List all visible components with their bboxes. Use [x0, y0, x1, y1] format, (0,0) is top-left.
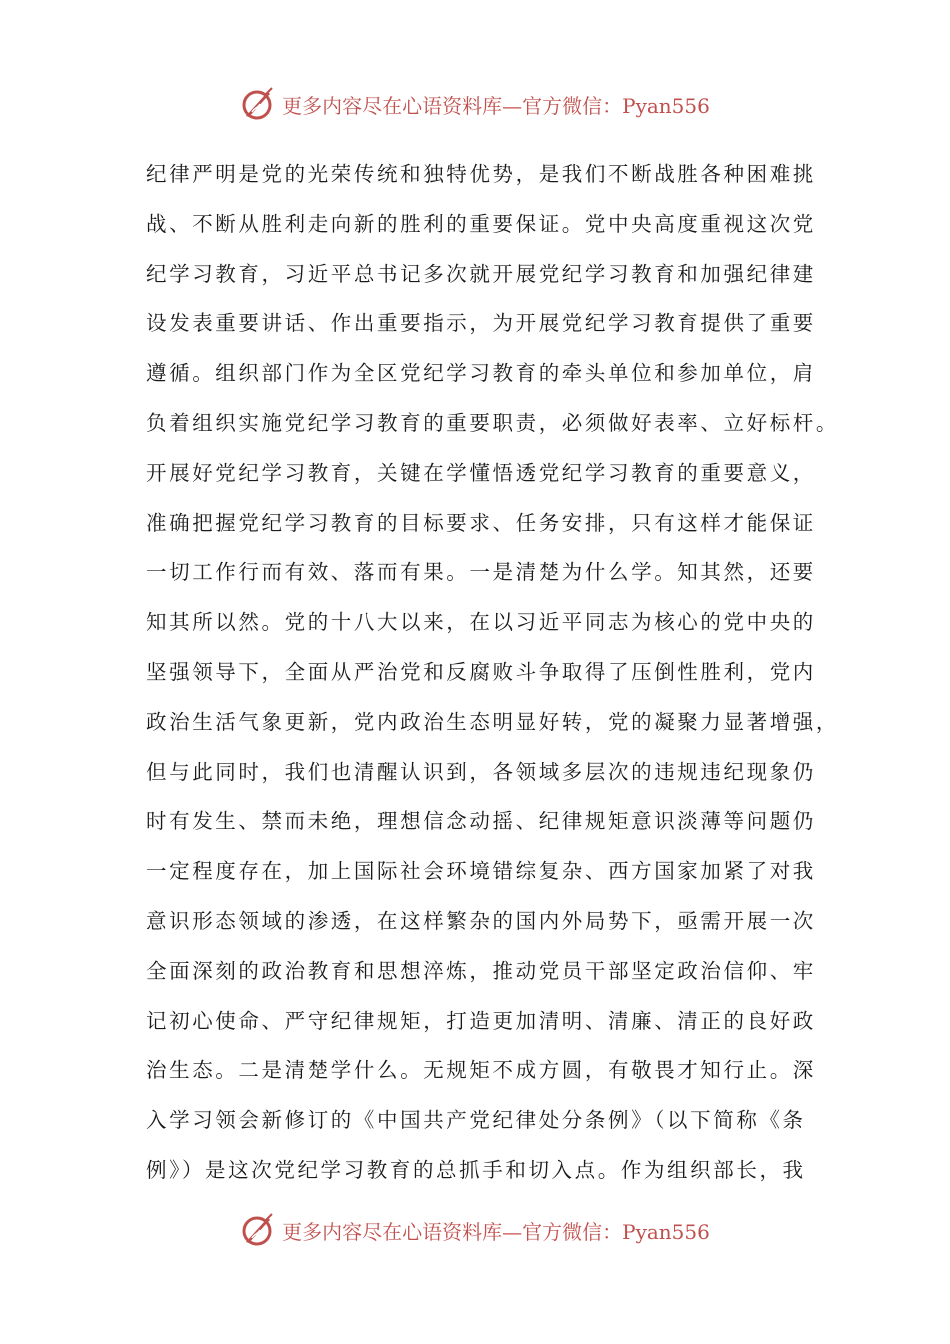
footer-banner [0, 1210, 950, 1250]
body-text-line: 时有发生、禁而未绝，理想信念动摇、纪律规矩意识淡薄等问题仍 [146, 809, 816, 834]
body-text-line: 政治生活气象更新，党内政治生态明显好转，党的凝聚力显著增强， [146, 709, 839, 734]
pen-logo-icon [240, 86, 276, 122]
body-text-line: 纪律严明是党的光荣传统和独特优势，是我们不断战胜各种困难挑 [146, 162, 816, 186]
body-text-line: 治生态。二是清楚学什么。无规矩不成方圆，有敬畏才知行止。深 [146, 1058, 816, 1083]
header-banner [0, 84, 950, 124]
body-text-line: 知其所以然。党的十八大以来，在以习近平同志为核心的党中央的 [146, 610, 816, 635]
body-text-line: 一定程度存在，加上国际社会环境错综复杂、西方国家加紧了对我 [146, 859, 816, 884]
body-text-line: 入学习领会新修订的《中国共产党纪律处分条例》（以下简称《条 [146, 1108, 806, 1133]
body-text-line: 全面深刻的政治教育和思想淬炼，推动党员干部坚定政治信仰、牢 [146, 958, 816, 983]
body-text-line: 记初心使命、严守纪律规矩，打造更加清明、清廉、清正的良好政 [146, 1008, 816, 1033]
body-text-line: 战、不断从胜利走向新的胜利的重要保证。党中央高度重视这次党 [146, 211, 816, 236]
body-text-line: 遵循。组织部门作为全区党纪学习教育的牵头单位和参加单位，肩 [146, 361, 816, 386]
footer-banner-inner [240, 1212, 710, 1248]
body-text-line: 例》）是这次党纪学习教育的总抓手和切入点。作为组织部长，我 [146, 1157, 806, 1182]
body-text-line: 纪学习教育，习近平总书记多次就开展党纪学习教育和加强纪律建 [146, 261, 816, 286]
document-body [146, 150, 839, 1196]
body-text-line: 设发表重要讲话、作出重要指示，为开展党纪学习教育提供了重要 [146, 311, 816, 336]
pen-logo-icon [240, 1212, 276, 1248]
body-text-line: 负着组织实施党纪学习教育的重要职责，必须做好表率、立好标杆。 [146, 410, 839, 435]
body-text-line: 准确把握党纪学习教育的目标要求、任务安排，只有这样才能保证 [146, 510, 816, 535]
header-banner-inner [240, 86, 710, 122]
body-text-line: 开展好党纪学习教育，关键在学懂悟透党纪学习教育的重要意义， [146, 460, 816, 485]
banner-text: 更多内容尽在心语资料库—官方微信：Pyan556 [282, 1219, 710, 1244]
banner-text: 更多内容尽在心语资料库—官方微信：Pyan556 [282, 93, 710, 118]
body-text-line: 一切工作行而有效、落而有果。一是清楚为什么学。知其然，还要 [146, 560, 816, 585]
body-text-line: 意识形态领域的渗透，在这样繁杂的国内外局势下，亟需开展一次 [146, 908, 816, 933]
body-text-line: 坚强领导下，全面从严治党和反腐败斗争取得了压倒性胜利，党内 [146, 659, 816, 684]
body-text-line: 但与此同时，我们也清醒认识到，各领域多层次的违规违纪现象仍 [146, 759, 816, 784]
